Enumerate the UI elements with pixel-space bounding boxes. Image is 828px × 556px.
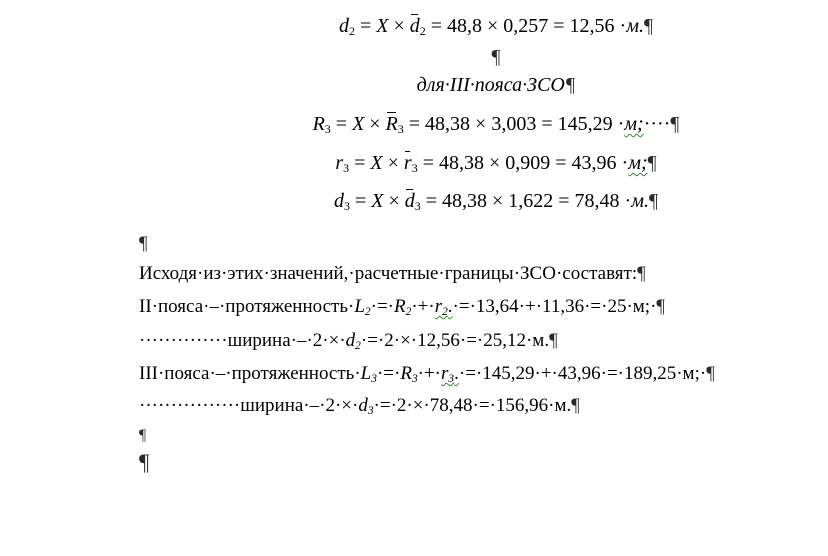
pilcrow-mark: ¶ — [670, 113, 680, 135]
pilcrow-mark: ¶ — [656, 296, 666, 317]
text-segment: = 48,8 × 0,257 = 12,56 · — [425, 15, 627, 37]
document-content[interactable] — [139, 0, 828, 556]
text-segment: × — [388, 15, 410, 37]
overbar-variable: d — [404, 190, 415, 212]
text-segment: м. — [631, 190, 649, 212]
text-segment: X — [376, 15, 389, 37]
text-segment: ·=· — [376, 363, 401, 384]
text-segment: = 48,38 × 0,909 = 43,96 · — [417, 152, 629, 174]
text-segment: = — [349, 152, 371, 174]
text-segment: II·пояса·–·протяженность· — [139, 296, 355, 317]
text-segment: R — [312, 113, 325, 135]
pilcrow-mark: ¶ — [706, 363, 715, 384]
text-segment: ·+· — [411, 296, 435, 317]
heading-zone3 — [139, 74, 828, 97]
pilcrow-mark: ¶ — [139, 233, 148, 254]
text-segment: d — [338, 15, 349, 37]
pilcrow-mark: ¶ — [571, 395, 580, 416]
body-zone3-length — [139, 363, 828, 386]
text-segment: L — [360, 363, 372, 384]
pilcrow-mark: ¶ — [643, 15, 654, 37]
text-segment: 3 — [343, 199, 350, 213]
text-segment: 3 — [448, 372, 455, 385]
text-segment: X — [371, 190, 384, 212]
text-segment: ················ширина·–·2·×· — [139, 395, 359, 416]
grammar-error-underline — [435, 296, 453, 317]
text-segment: 3 — [343, 161, 350, 175]
text-segment: 2 — [405, 305, 412, 318]
text-segment: ·=·2·×·12,56·=·25,12·м. — [360, 330, 550, 351]
text-segment: 3 — [397, 122, 404, 136]
text-segment: ·=· — [370, 296, 394, 317]
body-intro — [139, 263, 828, 285]
text-segment: r — [434, 296, 443, 317]
text-segment: м; — [628, 152, 648, 174]
text-segment: 2 — [442, 305, 448, 318]
text-segment: 3 — [371, 372, 377, 385]
text-segment: ··············ширина·–·2·×· — [139, 330, 346, 351]
pilcrow-mark: ¶ — [139, 450, 150, 475]
text-segment: 3 — [367, 404, 374, 417]
text-segment: ···· — [643, 113, 671, 135]
text-segment: × — [383, 190, 405, 212]
pilcrow-mark: ¶ — [491, 46, 501, 68]
grammar-error-underline — [628, 152, 647, 174]
body-zone3-width — [139, 395, 828, 418]
text-segment: = — [330, 113, 353, 135]
text-segment: d — [345, 330, 356, 351]
text-segment: Исходя·из·этих·значений,·расчетные·границы·ЗСО·составят: — [139, 263, 638, 284]
text-segment: ·+· — [417, 363, 442, 384]
text-segment: 3 — [414, 199, 421, 213]
text-segment: III·пояса·–·протяженность· — [139, 363, 361, 384]
text-segment: 2 — [419, 24, 426, 38]
pilcrow-mark: ¶ — [549, 330, 558, 351]
text-segment: R — [400, 363, 412, 384]
formula-d2 — [139, 15, 828, 39]
empty-paragraph-large — [139, 450, 828, 476]
text-segment: м; — [624, 113, 644, 135]
text-segment: 2 — [364, 305, 371, 318]
formula-d3 — [139, 190, 828, 214]
text-segment: . — [447, 296, 453, 317]
body-zone2-length — [139, 296, 828, 319]
text-segment: ·=·145,29·+·43,96·=·189,25·м;· — [458, 363, 707, 384]
text-segment: . — [454, 363, 459, 384]
text-segment: 2 — [355, 339, 361, 352]
overbar-variable: r — [403, 152, 412, 174]
formula-R3 — [139, 113, 828, 137]
text-segment: d — [358, 395, 368, 416]
text-segment: = 48,38 × 3,003 = 145,29 · — [403, 113, 625, 135]
pilcrow-mark: ¶ — [647, 152, 657, 174]
text-segment: L — [354, 296, 365, 317]
empty-paragraph-left — [139, 233, 828, 255]
pilcrow-mark: ¶ — [648, 190, 659, 212]
pilcrow-mark: ¶ — [637, 263, 646, 284]
text-segment: d — [333, 190, 344, 212]
empty-paragraph-small — [139, 427, 828, 445]
text-segment: 3 — [411, 372, 418, 385]
text-segment: 3 — [324, 122, 331, 136]
text-segment: R — [394, 296, 406, 317]
pilcrow-mark: ¶ — [564, 74, 576, 96]
text-segment: для·III·пояса·ЗСО — [416, 74, 565, 96]
grammar-error-underline — [441, 363, 459, 384]
text-segment: 2 — [348, 24, 355, 38]
text-segment: 3 — [411, 161, 418, 175]
text-segment: = — [349, 190, 372, 212]
text-segment: × — [382, 152, 404, 174]
text-segment: = — [354, 15, 377, 37]
text-segment: r — [441, 363, 449, 384]
pilcrow-mark: ¶ — [139, 427, 147, 444]
text-segment: r — [335, 152, 344, 174]
overbar-variable: d — [409, 15, 420, 37]
formula-r3 — [139, 152, 828, 176]
text-segment: ·=·13,64·+·11,36·=·25·м;· — [452, 296, 657, 317]
text-segment: ·=·2·×·78,48·=·156,96·м. — [373, 395, 572, 416]
empty-paragraph-center — [139, 46, 828, 69]
overbar-variable: R — [385, 113, 398, 135]
text-segment: м. — [626, 15, 644, 37]
text-segment: = 48,38 × 1,622 = 78,48 · — [420, 190, 632, 212]
text-segment: × — [364, 113, 386, 135]
text-segment: X — [352, 113, 365, 135]
grammar-error-underline — [624, 113, 643, 135]
body-zone2-width — [139, 330, 828, 353]
text-segment: X — [370, 152, 383, 174]
